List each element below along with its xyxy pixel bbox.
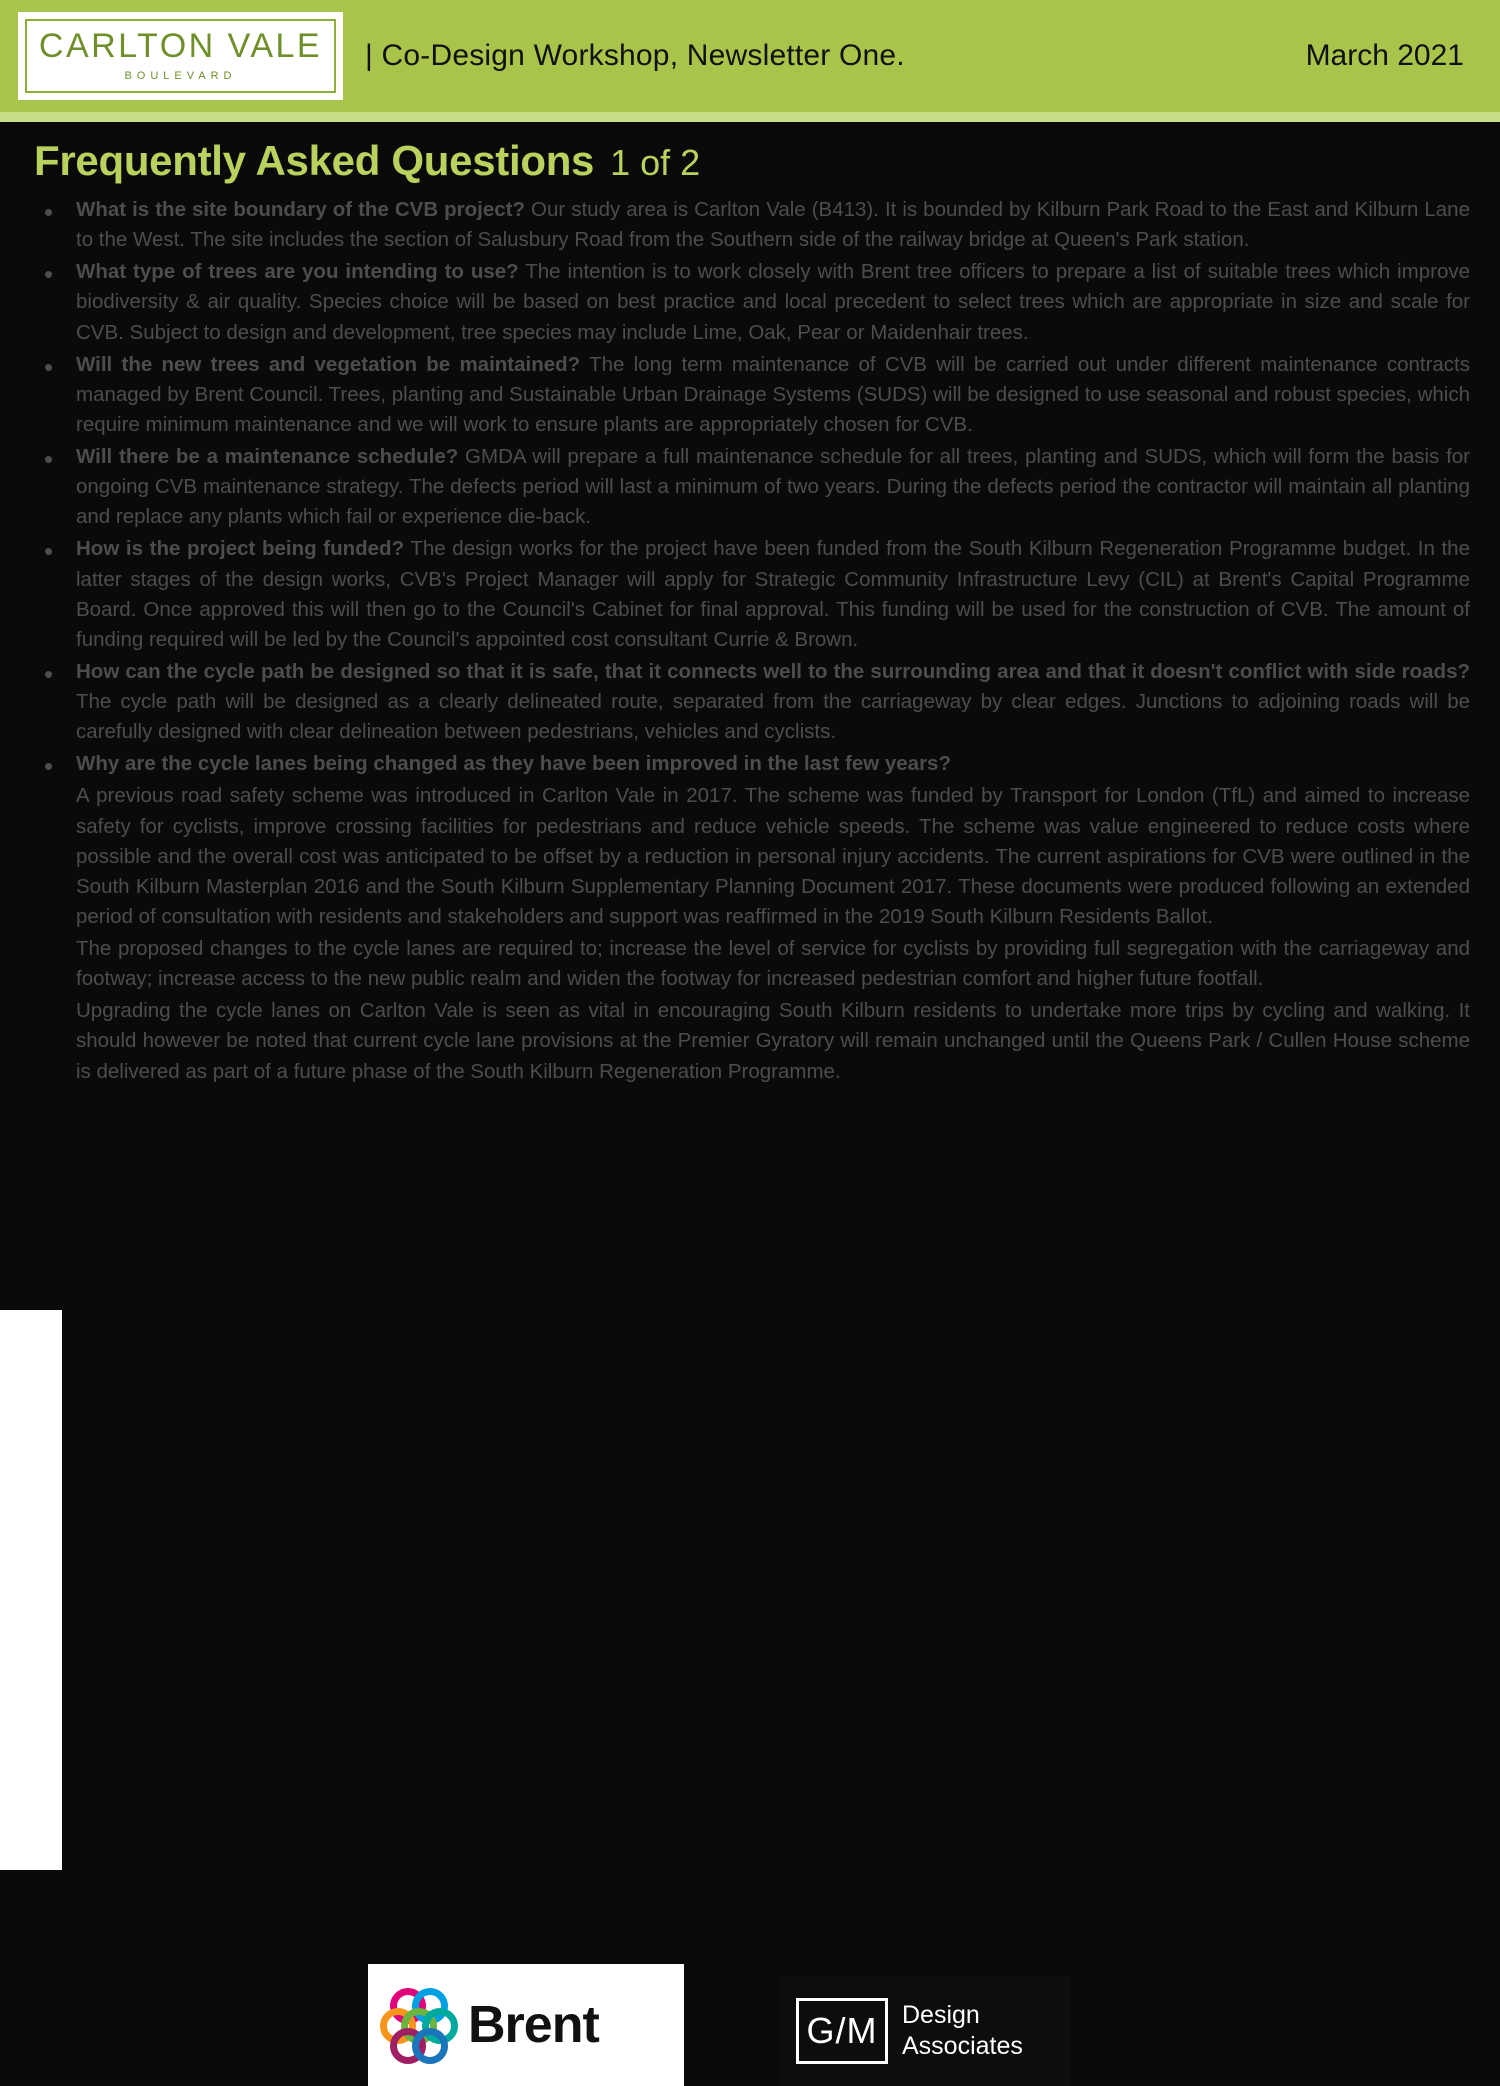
page-footer [0, 1936, 1500, 2086]
logo-subtitle: BOULEVARD [124, 70, 237, 83]
faq-question: What type of trees are you intending to use? [76, 260, 519, 284]
page-header [0, 0, 1500, 115]
list-item [34, 350, 1470, 440]
faq-answer: The cycle path will be designed as a clearly delineated route, separated from the carriageway by clear edges. Junctions to adjoining roads will be carefully designed with clear delineation between pedestrians, vehicles and cyclists. [76, 690, 1470, 744]
faq-question: Will there be a maintenance schedule? [76, 445, 459, 468]
list-item [34, 195, 1470, 255]
list-item [34, 657, 1470, 747]
brent-wordmark: Brent [468, 1996, 599, 2054]
gm-line-2: Associates [902, 2032, 1023, 2060]
faq-question: What is the site boundary of the CVB project? [76, 198, 526, 221]
gm-wordmark [902, 2000, 1023, 2063]
faq-answer: Our study area is Carlton Vale (B413). It is bounded by Kilburn Park Road to the East and Kilburn Lane to the West. The site includes the section of Salusbury Road from the Southern side of the railway bridge at Queen's Park station. [76, 198, 1470, 252]
faq-paragraph: A previous road safety scheme was introduced in Carlton Vale in 2017. The scheme was funded by Transport for London (TfL) and aimed to increase safety for cyclists, improve crossing facilities for pedestrians and reduce vehicle speeds. The scheme was value engineered to reduce costs where possible and the overall cost was anticipated to be offset by a reduction in personal injury accidents. The current aspirations for CVB were outlined in the South Kilburn Masterplan 2016 and the South Kilburn Supplementary Planning Document 2017. These documents were produced following an extended period of consultation with residents and stakeholders and support was reaffirmed in the 2019 South Kilburn Residents Ballot. [76, 784, 1470, 928]
list-item [34, 442, 1470, 532]
faq-question: How is the project being funded? [76, 537, 405, 561]
gm-line-1: Design [902, 2000, 980, 2029]
faq-paragraph: Upgrading the cycle lanes on Carlton Vale is seen as vital in encouraging South Kilburn residents to undertake more trips by cycling and walking. It should however be noted that current cycle lane provisions at the Premier Gyratory will remain unchanged until the Queens Park / Cullen House scheme is delivered as part of a future phase of the South Kilburn Regeneration Programme. [76, 999, 1470, 1083]
carlton-vale-logo [18, 12, 343, 100]
faq-question: Will the new trees and vegetation be maintained? [76, 352, 581, 376]
faq-paragraph: The proposed changes to the cycle lanes are required to; increase the level of service for cyclists by providing full segregation with the carriageway and footway; increase access to the new public realm and widen the footway for increased pedestrian comfort and higher future footfall. [76, 937, 1470, 991]
page-content [0, 115, 1500, 1087]
left-white-margin [0, 1310, 62, 1870]
gm-monogram-icon: G/M [796, 1998, 888, 2064]
header-title: | Co-Design Workshop, Newsletter One. [365, 39, 905, 72]
brent-flower-icon [380, 1986, 458, 2064]
faq-answer: The intention is to work closely with Brent tree officers to prepare a list of suitable trees which improve biodiversity & air quality. Species choice will be based on best practice and local precedent to select trees which are appropriate in size and scale for CVB. Subject to design and development, tree species may include Lime, Oak, Pear or Maidenhair trees. [76, 260, 1470, 344]
header-date: March 2021 [1305, 39, 1464, 72]
faq-page-count: 1 of 2 [610, 142, 701, 183]
faq-question: Why are the cycle lanes being changed as they have been improved in the last few years? [76, 752, 951, 776]
page-title [34, 137, 1470, 185]
header-band [0, 0, 1500, 112]
list-item [34, 534, 1470, 655]
brent-logo [368, 1964, 684, 2086]
logo-title: CARLTON VALE [38, 27, 323, 66]
faq-question: How can the cycle path be designed so that it is safe, that it connects well to the surrounding area and that it doesn't conflict with side roads? [76, 659, 1470, 683]
faq-heading: Frequently Asked Questions [34, 137, 595, 184]
gm-design-associates-logo [780, 1976, 1070, 2086]
faq-list [34, 195, 1470, 1087]
faq-answer: The long term maintenance of CVB will be carried out under different maintenance contracts managed by Brent Council. Trees, planting and Sustainable Urban Drainage Systems (SUDS) will be designed to use seasonal and robust species, which require minimum maintenance and we will work to ensure plants are appropriately chosen for CVB. [76, 352, 1470, 436]
list-item [34, 749, 1470, 1086]
list-item [34, 257, 1470, 347]
faq-answer: GMDA will prepare a full maintenance schedule for all trees, planting and SUDS, which will form the basis for ongoing CVB maintenance strategy. The defects period will last a minimum of two years. During the defects period the contractor will maintain all planting and replace any plants which fail or experience die-back. [76, 445, 1470, 529]
faq-answer: The design works for the project have been funded from the South Kilburn Regeneration Programme budget. In the latter stages of the design works, CVB's Project Manager will apply for Strategic Community Infrastructure Levy (CIL) at Brent's Capital Programme Board. Once approved this will then go to the Council's Cabinet for final approval. This funding will be used for the construction of CVB. The amount of funding required will be led by the Council's appointed cost consultant Currie & Brown. [76, 537, 1470, 651]
